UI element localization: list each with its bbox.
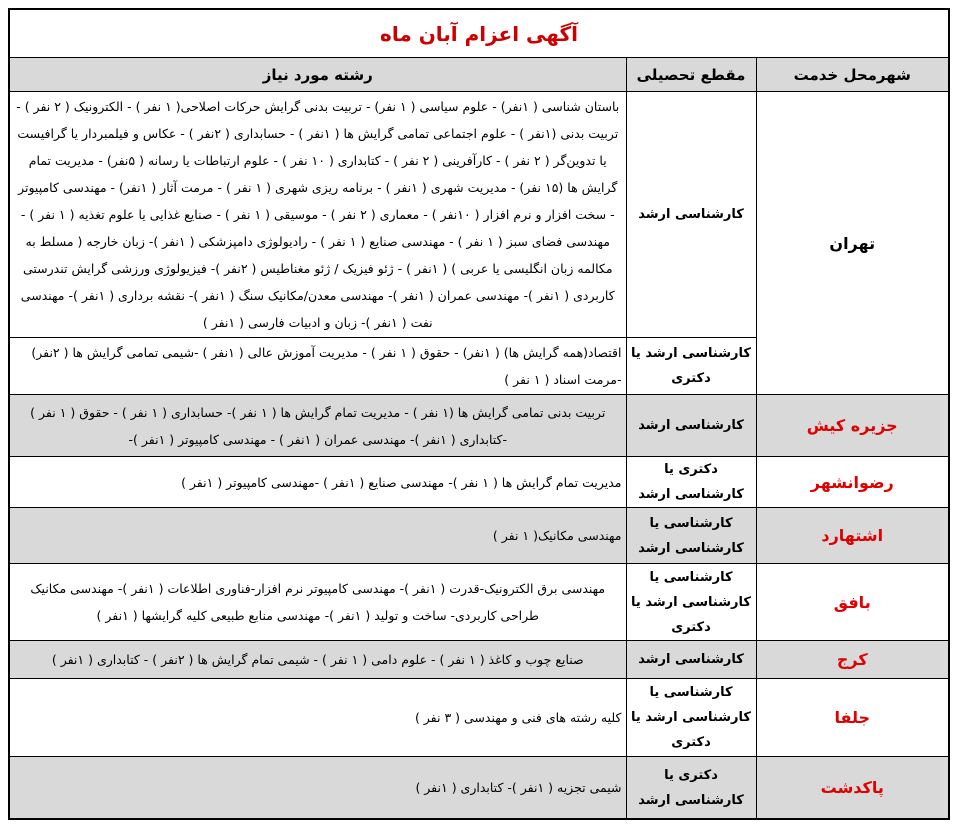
- level-cell: دکتری یا کارشناسی ارشد: [626, 457, 756, 508]
- fields-cell: مهندسی مکانیک( ۱ نفر ): [9, 508, 626, 564]
- header-row: [9, 58, 949, 92]
- table-row-pakdasht: [9, 757, 949, 820]
- table-row-karaj: [9, 641, 949, 679]
- table-row-kish: [9, 395, 949, 457]
- fields-cell: کلیه رشته های فنی و مهندسی ( ۳ نفر ): [9, 679, 626, 757]
- level-cell: کارشناسی یا کارشناسی ارشد یا دکتری: [626, 679, 756, 757]
- fields-cell: مدیریت تمام گرایش ها ( ۱ نفر )- مهندسی صنایع ( ۱نفر ) -مهندسی کامپیوتر ( ۱نفر ): [9, 457, 626, 508]
- table-row-rezvanshahr: [9, 457, 949, 508]
- level-cell: کارشناسی ارشد: [626, 395, 756, 457]
- col-header-fields: رشته مورد نیاز: [9, 58, 626, 92]
- level-cell: کارشناسی یا کارشناسی ارشد یا دکتری: [626, 564, 756, 641]
- title-row: [9, 9, 949, 58]
- city-cell-rezvanshahr: رضوانشهر: [756, 457, 949, 508]
- fields-cell: شیمی تجزیه ( ۱نفر )- کتابداری ( ۱نفر ): [9, 757, 626, 820]
- city-cell-bafq: بافق: [756, 564, 949, 641]
- dispatch-announcement-table: [8, 8, 950, 820]
- fields-cell: تربیت بدنی تمامی گرایش ها (۱ نفر ) - مدیریت تمام گرایش ها ( ۱ نفر )- حسابداری ( ۱ نفر ) - حقوق ( ۱ نفر ) -کتابداری ( ۱نفر )- مهندسی عمران ( ۱نفر ) - مهندسی کامپیوتر ( ۱نفر )-: [9, 395, 626, 457]
- level-cell: دکتری یا کارشناسی ارشد: [626, 757, 756, 820]
- table-row-eshtehard: [9, 508, 949, 564]
- col-header-level: مقطع تحصیلی: [626, 58, 756, 92]
- table-row-bafq: [9, 564, 949, 641]
- city-cell-jolfa: جلفا: [756, 679, 949, 757]
- table-row-jolfa: [9, 679, 949, 757]
- level-cell: کارشناسی ارشد: [626, 641, 756, 679]
- fields-cell: اقتصاد(همه گرایش ها) ( ۱نفر) - حقوق ( ۱ نفر ) - مدیریت آموزش عالی ( ۱نفر ) -شیمی تمامی گرایش ها ( ۲نفر) -مرمت اسناد ( ۱ نفر ): [9, 338, 626, 395]
- city-cell-tehran: تهران: [756, 92, 949, 395]
- city-cell-karaj: کرج: [756, 641, 949, 679]
- city-cell-pakdasht: پاکدشت: [756, 757, 949, 820]
- col-header-city: شهرمحل خدمت: [756, 58, 949, 92]
- fields-cell: مهندسی برق الکترونیک-قدرت ( ۱نفر )- مهندسی کامپیوتر نرم افزار-فناوری اطلاعات ( ۱نفر )- مهندسی مکانیک طراحی کاربردی- ساخت و تولید ( ۱نفر )- مهندسی منابع طبیعی کلیه گرایشها ( ۱نفر ): [9, 564, 626, 641]
- city-cell-eshtehard: اشتهارد: [756, 508, 949, 564]
- level-cell: کارشناسی یا کارشناسی ارشد: [626, 508, 756, 564]
- page-title: آگهی اعزام آبان ماه: [9, 9, 949, 58]
- fields-cell: صنایع چوب و کاغذ ( ۱ نفر ) - علوم دامی ( ۱ نفر ) - شیمی تمام گرایش ها ( ۲نفر ) - کتابداری ( ۱نفر ): [9, 641, 626, 679]
- level-cell: کارشناسی ارشد: [626, 92, 756, 338]
- fields-cell: باستان شناسی ( ۱نفر) - علوم سیاسی ( ۱ نفر) - تربیت بدنی گرایش حرکات اصلاحی( ۱ نفر ) - الکترونیک ( ۲ نفر ) - تربیت بدنی (۱نفر ) - علوم اجتماعی تمامی گرایش ها ( ۱نفر ) - حسابداری ( ۲نفر ) - عکاس و فیلمبردار یا گرافیست یا تدوین‌گر ( ۲ نفر ) - کارآفرینی ( ۲ نفر ) - کتابداری ( ۱۰ نفر ) - علوم ارتباطات یا رسانه ( ۵نفر) - مدیریت تمام گرایش ها (۱۵ نفر) - مدیریت شهری ( ۱نفر ) - برنامه ریزی شهری ( ۱ نفر ) - مرمت آثار ( ۱نفر) - مهندسی کامپیوتر - سخت افزار و نرم افزار ( ۱۰نفر ) - معماری ( ۲ نفر ) - موسیقی ( ۱ نفر ) - صنایع غذایی یا علوم تغذیه ( ۱ نفر ) - مهندسی فضای سبز ( ۱ نفر ) - مهندسی صنایع ( ۱ نفر ) - رادیولوژی دامپزشکی ( ۱نفر )- زبان خارجه ( مسلط به مکالمه زبان انگلیسی یا عربی ) ( ۱نفر ) - ژئو فیزیک / ژئو مغناطیس ( ۲نفر )- فیزیولوژی ورزشی گرایش تندرستی کاربردی ( ۱نفر )- مهندسی عمران ( ۱نفر )- مهندسی معدن/مکانیک سنگ ( ۱نفر )- نقشه برداری ( ۱نفر )- مهندسی نفت ( ۱نفر )- زبان و ادبیات فارسی ( ۱نفر ): [9, 92, 626, 338]
- table-row-tehran-1: [9, 92, 949, 338]
- city-cell-kish: جزیره کیش: [756, 395, 949, 457]
- level-cell: کارشناسی ارشد یا دکتری: [626, 338, 756, 395]
